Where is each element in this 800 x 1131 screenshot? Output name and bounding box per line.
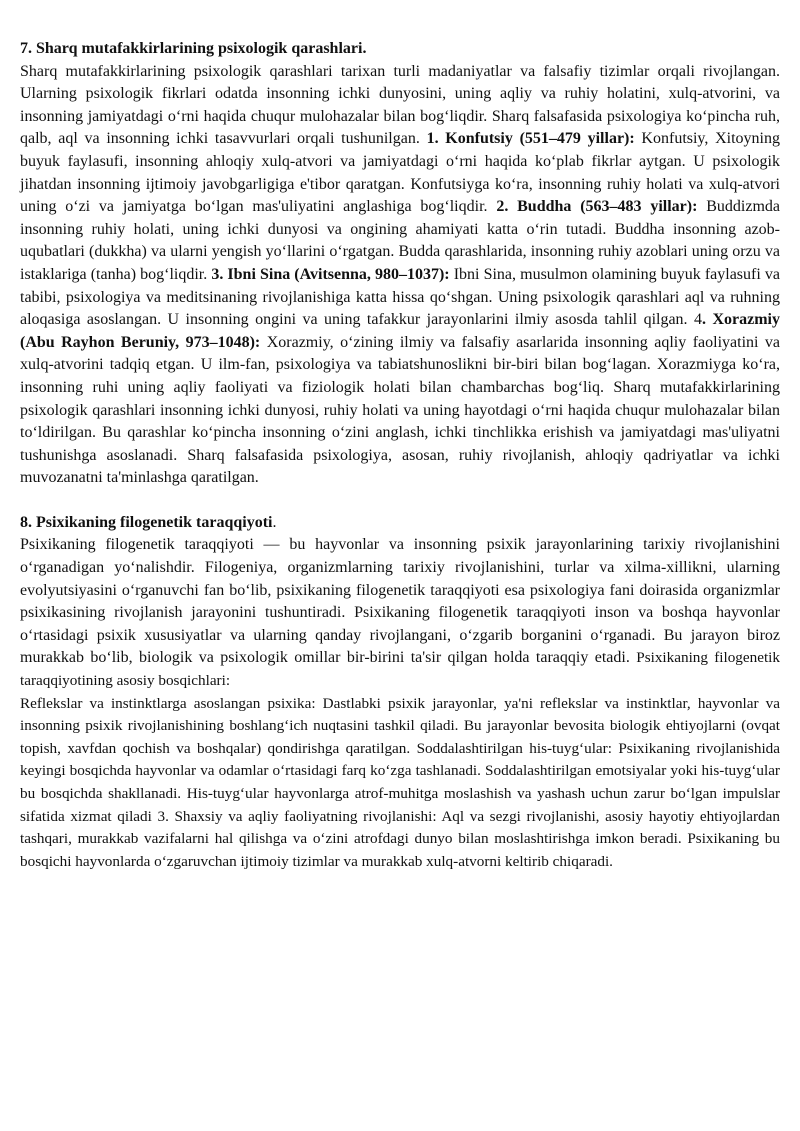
item-xorazmiy-text: Xorazmiy, oʻzining ilmiy va falsafiy asarlarida insonning aqliy faoliyatini va xulq-atvorini tadqiq etgan. U ilm-fan, psixologiya va tabiatshunoslikni bir-biri bilan bogʻlagan. Xorazmiyga koʻra, insonning ruhi uning aqliy faoliyati va fiziologik holati bilan chambarchas bogʻliq. Sharq mutafakkirlarining psixologik qarashlari insonning ichki dunyosi, ruhiy holati va uning hayotdagi oʻrni haqida chuqur mulohazalar bilan toʻldirilgan. Bu qarashlar koʻpincha insonning oʻzini anglash, ichki tinchlikka erishish va jamiyatdagi mas'uliyatni tushunishga asoslanadi. Sharq falsafasida psixologiya, asosan, ruhiy rivojlanish, ahloqiy qadriyatlar va ichki muvozanatni ta'minlashga qaratilgan. xyxy=(20,333,781,487)
section-8-block xyxy=(20,512,780,693)
section-8-stages: Reflekslar va instinktlarga asoslangan psixika: Dastlabki psixik jarayonlar, ya'ni reflekslar va instinktlar, hayvonlar va insonning psixik rivojlanishining boshlangʻich nuqtasini tashkil qiladi. Bu jarayonlar bevosita biologik ehtiyojlarni (ovqat topish, xavfdan qochish va boshqalar) qondirishga qaratilgan. Soddalashtirilgan his-tuygʻular: Psixikaning rivojlanishida keyingi bosqichda hayvonlar va odamlar oʻrtasidagi farq koʻzga tashlanadi. Soddalashtirilgan emotsiyalar yoki his-tuygʻular bu bosqichda shakllanadi. His-tuygʻular hayvonlarga atrof-muhitga moslashish va yashash uchun zarur boʻlgan impulslar sifatida xizmat qiladi 3. Shaxsiy va aqliy faoliyatning rivojlanishi: Aql va sezgi rivojlanishi, asosiy hayotiy ehtiyojlardan tashqari, murakkab vazifalarni hal qilishga va oʻzini atrofdagi dunyo bilan moslashtirishga imkon beradi. Psixikaning bu bosqichi hayvonlarda oʻzgaruvchan ijtimoiy tizimlar va murakkab xulq-atvorni keltirib chiqaradi. xyxy=(20,694,780,870)
section-spacer xyxy=(20,490,780,512)
item-konfutsiy-text: Konfutsiy, Xitoyning buyuk faylasufi, insonning ahloqiy xulq-atvori va jamiyatdagi oʻrni haqida koʻplab fikrlar aytgan. U psixologik jihatdan insonning ijtimoiy javobgarligiga e'tibor qaratgan. Konfutsiyga koʻra, insonning ruhiy holati va xulq-atvori uning oʻzi va jamiyatga boʻlgan mas'uliyatini anglashiga bogʻliqdir. xyxy=(20,130,781,216)
section-7-block xyxy=(20,38,780,490)
item-xorazmiy-title: . Xorazmiy (Abu Rayhon Beruniy, 973–1048): xyxy=(20,311,781,351)
section-8-body: Psixikaning filogenetik taraqqiyoti — bu hayvonlar va insonning psixik jarayonlarining tarixiy rivojlanishini oʻrganadigan yoʻnalishdir. Filogeniya, organizmlarning tarixiy rivojlanishini, turlar va xilma-xillikni, ularning evolyutsiyasini oʻrganuvchi fan boʻlib, psixikaning filogenetik taraqqiyoti esa psixologiya fani doirasida organizmlar psixikasining rivojlanish jarayonini tushuntiradi. Psixikaning filogenetik taraqqiyoti inson va boshqa hayvonlar oʻrtasidagi psixik xususiyatlar va ularning qanday rivojlangani, oʻzgarib borganini oʻrganadi. Bu jarayon biroz murakkab boʻlib, biologik va psixologik omillar bir-birini ta'sir qilgan holda taraqqiy etadi. xyxy=(20,536,780,667)
item-konfutsiy-title: 1. Konfutsiy (551–479 yillar): xyxy=(426,130,635,148)
item-buddha-title: 2. Buddha (563–483 yillar): xyxy=(496,198,698,216)
section-7-intro: Sharq mutafakkirlarining psixologik qarashlari tarixan turli madaniyatlar va falsafiy tizimlar orqali rivojlangan. Ularning psixologik fikrlari odatda insonning ichki dunyosini, uning aqliy va ruhiy holatini, xulq-atvorini, va insonning jamiyatdagi oʻrni haqida chuqur mulohazalar bilan bogʻliqdir. Sharq falsafasida psixologiya koʻpincha ruh, qalb, aql va insonning ichki tasavvurlari orqali tushunilgan. xyxy=(20,62,780,148)
section-8-heading: 8. Psixikaning filogenetik taraqqiyoti xyxy=(20,513,273,531)
item-buddha-text: Buddizmda insonning ruhiy holati, uning ichki dunyosi va ongining ahamiyati katta oʻrin tutadi. Buddha insonning azob-uqubatlari (dukkha) va ularni yengish yoʻllarini oʻrgatgan. Budda qarashlarida, insonning ruhiy azoblari uning orzu va istaklariga (tanha) bogʻliqdir. xyxy=(20,198,781,283)
section-8-stages-lead: Psixikaning filogenetik taraqqiyotining asosiy bosqichlari: xyxy=(20,649,780,690)
section-7-heading: 7. Sharq mutafakkirlarining psixologik qarashlari. xyxy=(20,40,367,57)
document-page xyxy=(20,38,780,873)
section-8-heading-suffix: . xyxy=(272,513,277,531)
item-ibni-sina-title: 3. Ibni Sina (Avitsenna, 980–1037): xyxy=(211,265,450,283)
item-ibni-sina-text: Ibni Sina, musulmon olamining buyuk faylasufi va tabibi, psixologiya va meditsinaning rivojlanishiga katta hissa qoʻshgan. Uning psixologik qarashlari aql va ruhning aloqasiga asoslangan. U insonning ongini va uning tafakkur jarayonlarini ilmiy asosda tahlil qilgan. 4 xyxy=(20,265,780,329)
